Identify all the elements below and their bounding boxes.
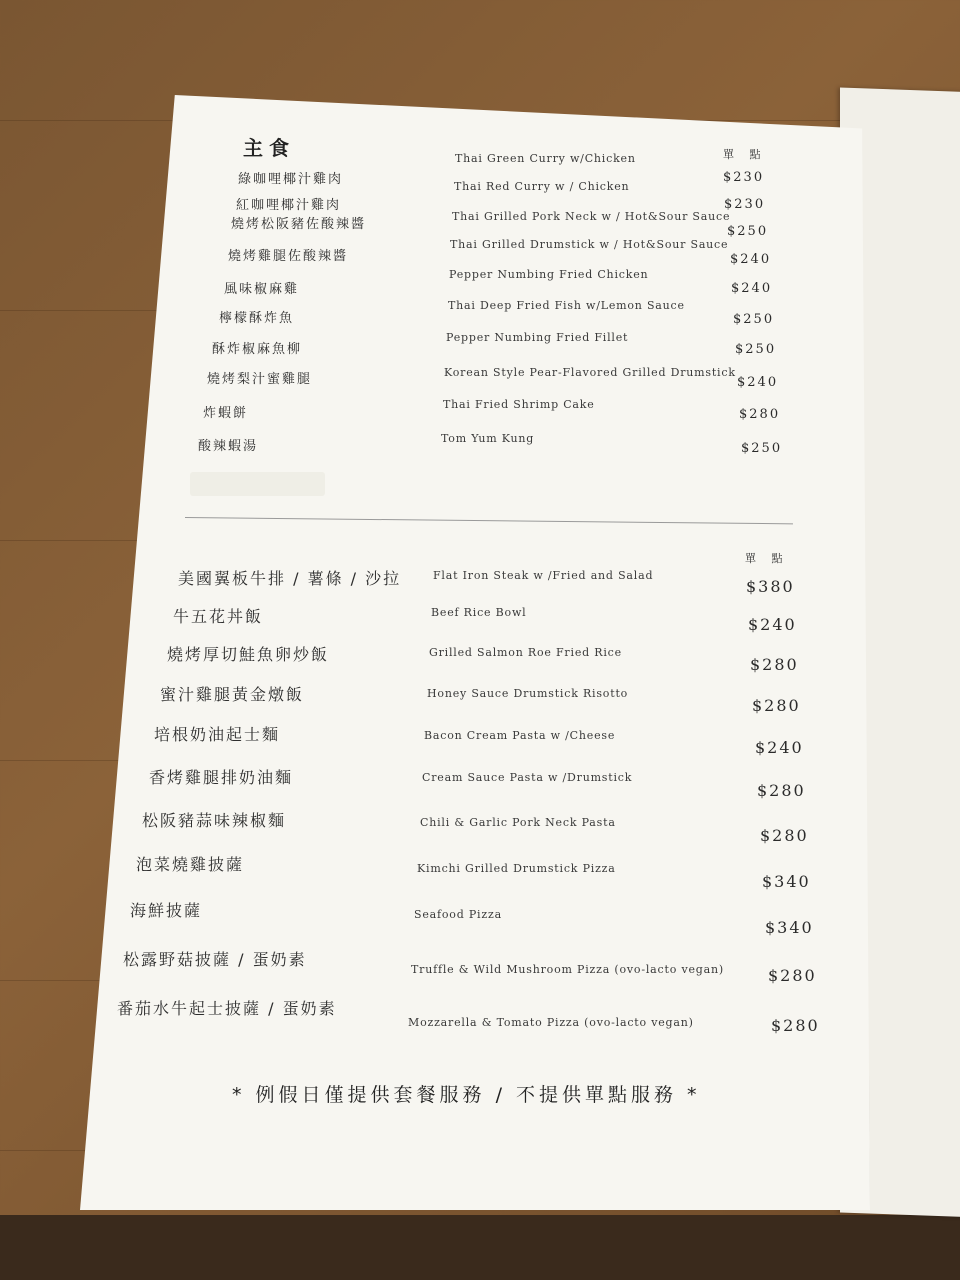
dish-price: $340	[762, 872, 811, 891]
dish-price: $240	[737, 375, 779, 390]
dish-price: $240	[748, 615, 797, 634]
dish-english-name: Cream Sauce Pasta w /Drumstick	[422, 771, 633, 784]
dish-chinese-name: 燒烤松阪豬佐酸辣醬	[231, 217, 367, 232]
dish-english-name: Chili & Garlic Pork Neck Pasta	[420, 816, 616, 829]
dish-price: $380	[746, 577, 795, 596]
dish-english-name: Thai Green Curry w/Chicken	[455, 152, 636, 165]
price-header-2: 單 點	[745, 552, 789, 565]
dish-price: $280	[739, 407, 781, 422]
dish-price: $240	[730, 252, 772, 267]
dish-chinese-name: 番茄水牛起士披薩 / 蛋奶素	[117, 999, 337, 1018]
dish-chinese-name: 酥炸椒麻魚柳	[212, 342, 303, 357]
dish-chinese-name: 美國翼板牛排 / 薯條 / 沙拉	[178, 569, 402, 588]
dish-english-name: Thai Grilled Pork Neck w / Hot&Sour Sauce	[452, 210, 731, 223]
dish-english-name: Thai Deep Fried Fish w/Lemon Sauce	[448, 299, 685, 312]
dish-chinese-name: 風味椒麻雞	[224, 282, 300, 297]
dish-chinese-name: 燒烤厚切鮭魚卵炒飯	[167, 645, 330, 664]
dish-price: $280	[757, 781, 806, 800]
dish-price: $250	[733, 312, 775, 327]
dish-chinese-name: 檸檬酥炸魚	[219, 311, 295, 326]
dish-price: $280	[768, 966, 817, 985]
dish-english-name: Mozzarella & Tomato Pizza (ovo-lacto vegan)	[408, 1016, 694, 1029]
dish-chinese-name: 蜜汁雞腿黃金燉飯	[160, 685, 305, 704]
dish-chinese-name: 松阪豬蒜味辣椒麵	[142, 811, 287, 830]
dish-chinese-name: 泡菜燒雞披薩	[136, 855, 245, 874]
dish-english-name: Seafood Pizza	[414, 908, 502, 921]
table-edge	[0, 1215, 960, 1280]
dish-price: $240	[731, 281, 773, 296]
dish-price: $280	[760, 826, 809, 845]
section-title: 主食	[243, 136, 295, 160]
dish-price: $240	[755, 738, 804, 757]
dish-english-name: Bacon Cream Pasta w /Cheese	[424, 729, 616, 742]
dish-chinese-name: 綠咖哩椰汁雞肉	[238, 172, 344, 187]
dish-english-name: Thai Grilled Drumstick w / Hot&Sour Sauce	[450, 238, 729, 251]
dish-price: $230	[723, 170, 765, 185]
dish-price: $250	[741, 441, 783, 456]
dish-english-name: Thai Red Curry w / Chicken	[454, 180, 630, 193]
dish-chinese-name: 海鮮披薩	[130, 901, 203, 920]
dish-chinese-name: 燒烤梨汁蜜雞腿	[207, 372, 313, 387]
dish-chinese-name: 紅咖哩椰汁雞肉	[236, 198, 342, 213]
dish-chinese-name: 香烤雞腿排奶油麵	[149, 768, 294, 787]
price-header: 單 點	[723, 148, 767, 161]
dish-price: $280	[752, 696, 801, 715]
dish-price: $280	[771, 1016, 820, 1035]
dish-english-name: Grilled Salmon Roe Fried Rice	[429, 646, 622, 659]
dish-english-name: Honey Sauce Drumstick Risotto	[427, 687, 629, 700]
dish-price: $250	[727, 224, 769, 239]
dish-chinese-name: 燒烤雞腿佐酸辣醬	[228, 249, 349, 264]
dish-chinese-name: 松露野菇披薩 / 蛋奶素	[123, 950, 307, 969]
dish-price: $340	[765, 918, 814, 937]
dish-price: $230	[724, 197, 766, 212]
dish-chinese-name: 炸蝦餅	[203, 406, 249, 421]
dish-english-name: Pepper Numbing Fried Chicken	[449, 268, 649, 281]
dish-chinese-name: 牛五花丼飯	[173, 607, 264, 626]
dish-english-name: Pepper Numbing Fried Fillet	[446, 331, 629, 344]
dish-english-name: Tom Yum Kung	[441, 432, 535, 445]
dish-english-name: Kimchi Grilled Drumstick Pizza	[417, 862, 616, 875]
dish-english-name: Truffle & Wild Mushroom Pizza (ovo-lacto vegan)	[411, 963, 724, 976]
dish-english-name: Thai Fried Shrimp Cake	[443, 398, 595, 411]
weekend-notice: * 例假日僅提供套餐服務 / 不提供單點服務 *	[232, 1084, 701, 1106]
dish-price: $280	[750, 655, 799, 674]
dish-chinese-name: 培根奶油起士麵	[154, 725, 281, 744]
dish-price: $250	[735, 342, 777, 357]
dish-chinese-name: 酸辣蝦湯	[198, 439, 259, 454]
erased-label	[190, 472, 325, 496]
dish-english-name: Beef Rice Bowl	[431, 606, 527, 619]
dish-english-name: Flat Iron Steak w /Fried and Salad	[433, 569, 654, 582]
dish-english-name: Korean Style Pear-Flavored Grilled Drumstick	[444, 366, 736, 379]
